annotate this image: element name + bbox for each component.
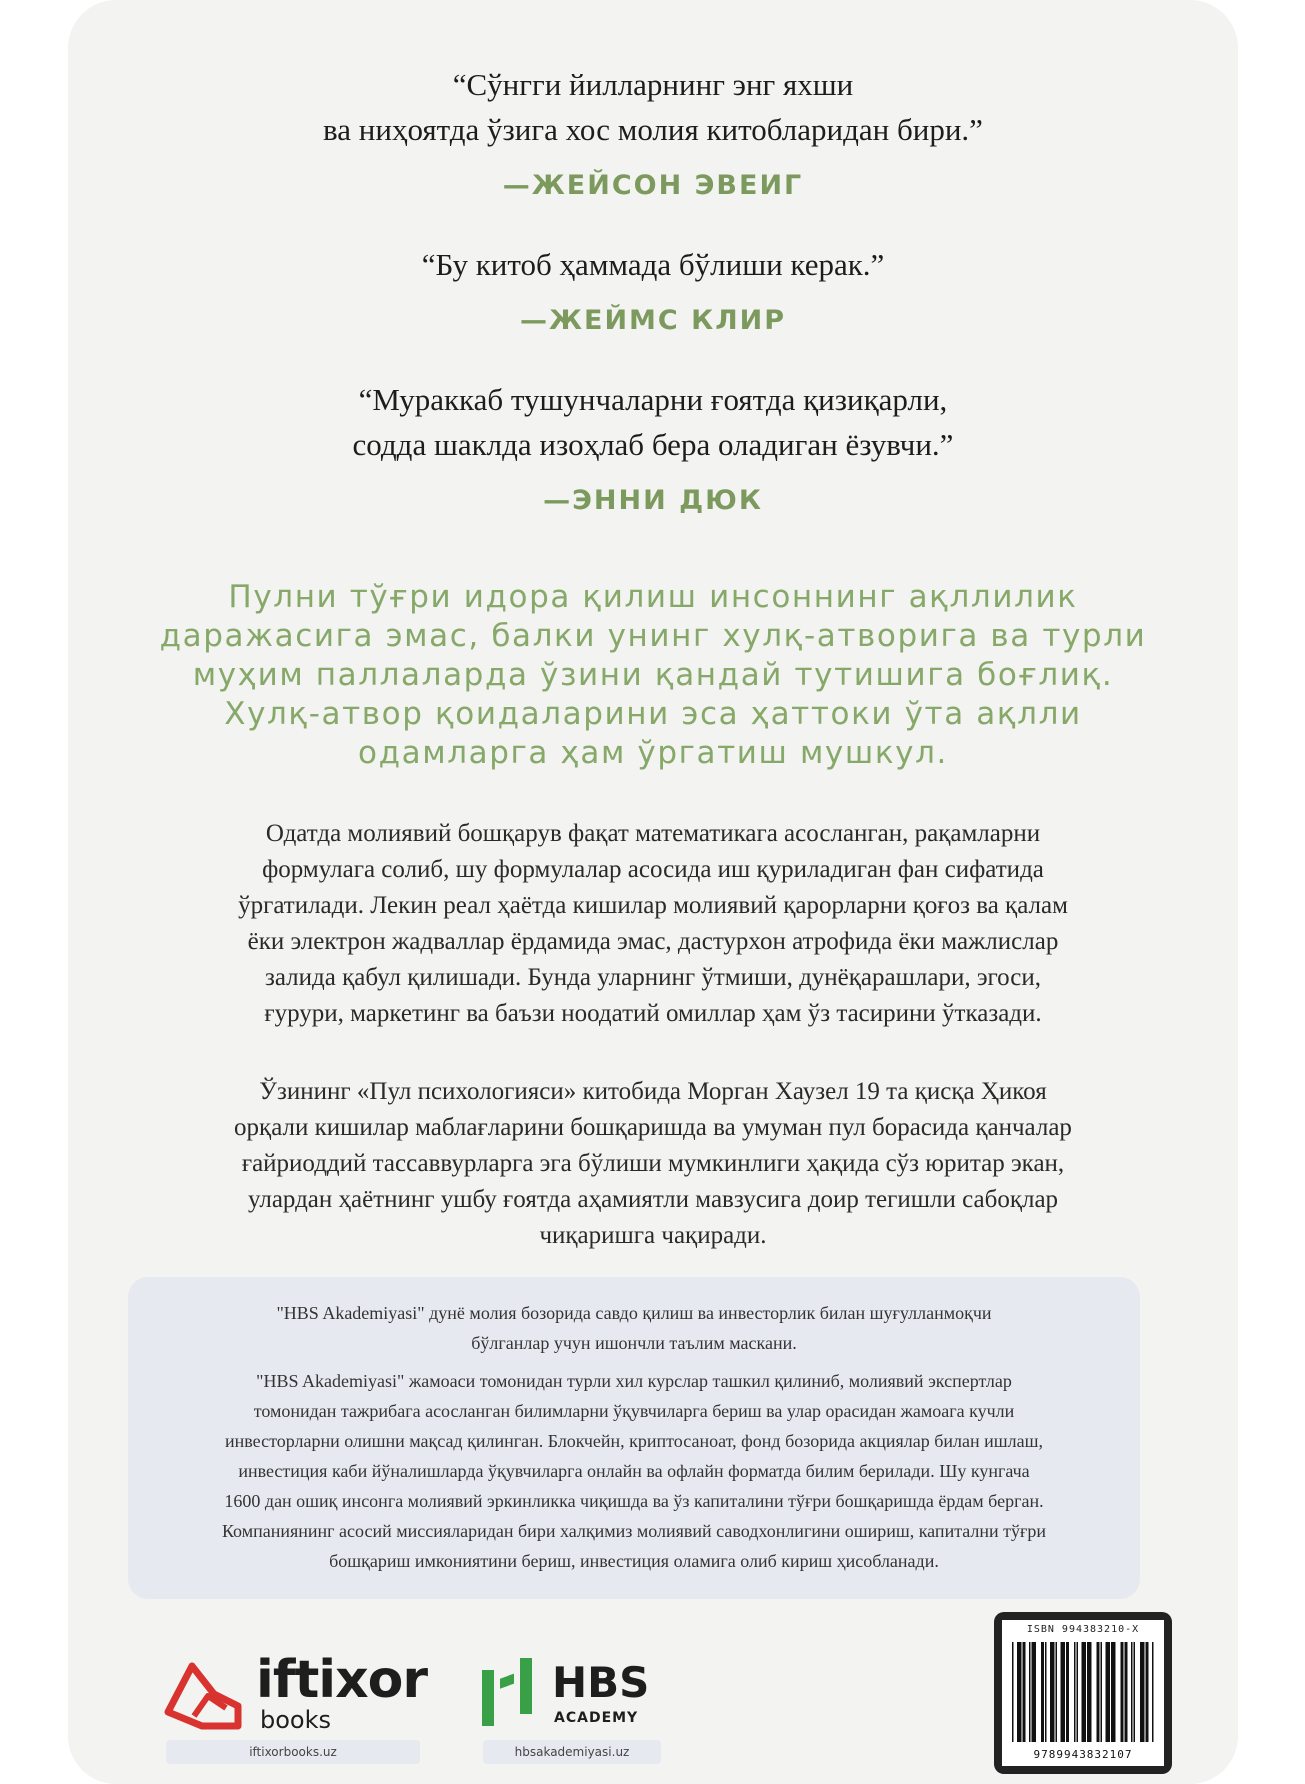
info-line: инвесторларни олишни мақсад қилинган. Блокчейн, криптосаноат, фонд бозорида акциялар билан ишлаш, [225, 1431, 1043, 1451]
tagline-line: даражасига эмас, балки унинг хулқ-атворига ва турли [159, 618, 1147, 654]
info-line: "HBS Akademiyasi" жамоаси томонидан турли хил курслар ташкил қилиниб, молиявий экспертлар [256, 1371, 1012, 1391]
barcode-bar [1077, 1642, 1079, 1742]
barcode-bar [1012, 1642, 1014, 1742]
paragraph-line: ўргатилади. Лекин реал ҳаётда кишилар молиявий қарорларни қоғоз ва қалам [238, 892, 1068, 919]
barcode-bar [1041, 1642, 1044, 1742]
barcode-bar [1125, 1642, 1128, 1742]
hbs-url: hbsakademiyasi.uz [483, 1740, 661, 1764]
hbs-info-paragraph-1 [128, 1298, 1140, 1358]
paragraph-line: формулага солиб, шу формулалар асосида иш қуриладиган фан сифатида [262, 856, 1044, 883]
barcode-bar [1066, 1642, 1069, 1742]
quote-2 [68, 242, 1238, 287]
barcode-digits: 9789943832107 [1033, 1748, 1133, 1761]
barcode-bar [1029, 1642, 1031, 1742]
barcode-bar [1152, 1642, 1154, 1742]
iftixor-sub: books [260, 1706, 332, 1734]
quote-line: “Сўнгги йилларнинг энг яхши [452, 67, 854, 102]
tagline-line: муҳим паллаларда ўзини қандай тутишига боғлиқ. [192, 657, 1114, 693]
hbs-mark-icon [480, 1654, 536, 1730]
paragraph-line: улардан ҳаётнинг ушбу ғоятда аҳамиятли мавзусига доир тегишли сабоқлар [247, 1186, 1059, 1213]
info-line: "HBS Akademiyasi" дунё молия бозорида савдо қилиш ва инвесторлик билан шуғулланмоқчи [276, 1303, 992, 1323]
barcode-bar [1121, 1642, 1124, 1742]
paragraph-line: залида қабул қилишади. Бунда уларнинг ўтмиши, дунёқарашлари, эгоси, [264, 964, 1042, 991]
barcode-bar [1146, 1642, 1149, 1742]
iftixor-books-logo [164, 1650, 428, 1742]
iftixor-name: iftixor [256, 1650, 428, 1710]
paragraph-line: ғурури, маркетинг ва баъзи ноодатий омиллар ҳам ўз тасирини ўтказади. [264, 1000, 1042, 1027]
barcode-bar [1087, 1642, 1092, 1742]
paragraph-line: Ўзининг «Пул психологияси» китобида Морган Хаузел 19 та қисқа Ҳикоя [259, 1078, 1047, 1105]
hbs-info-paragraph-2 [128, 1366, 1140, 1576]
barcode-bar [1131, 1642, 1133, 1742]
tagline-line: Хулқ-атвор қоидаларини эса ҳаттоки ўта ақлли [224, 696, 1082, 732]
paragraph-line: орқали кишилар маблағларини бошқаришда ва умуман пул борасида қанчалар [234, 1114, 1072, 1141]
quote-author: —ЭННИ ДЮК [543, 485, 763, 516]
barcode-bar [1023, 1642, 1026, 1742]
barcode-bar [1061, 1642, 1066, 1742]
barcode-bar [1097, 1642, 1100, 1742]
quote-line: “Мураккаб тушунчаларни ғоятда қизиқарли, [358, 382, 948, 417]
barcode-bar [1134, 1642, 1136, 1742]
barcode-bar [1082, 1642, 1087, 1742]
book-icon [164, 1656, 242, 1732]
quote-1 [68, 62, 1238, 152]
description-paragraph-1 [80, 816, 1226, 1032]
info-line: томонидан тажрибага асосланган билимларни ўқувчиларга бериш ва улар орасидан жамоага кучли [253, 1401, 1015, 1421]
barcode-bar [1140, 1642, 1145, 1742]
description-paragraph-2 [80, 1074, 1226, 1254]
barcode-bar [1074, 1642, 1076, 1742]
barcode-bar [1056, 1642, 1058, 1742]
barcode-bar [1032, 1642, 1037, 1742]
quote-line: “Бу китоб ҳаммада бўлиши керак.” [421, 247, 885, 282]
barcode-bar [1050, 1642, 1055, 1742]
barcode-bars [1008, 1642, 1158, 1742]
paragraph-line: чиқаришга чақиради. [539, 1222, 767, 1249]
info-line: бошқариш имкониятини бериш, инвестиция оламига олиб кириш ҳисобланади. [329, 1551, 939, 1571]
paragraph-line: ғайриоддий тассаввурларга эга бўлиши мумкинлиги ҳақида сўз юритар экан, [241, 1150, 1065, 1177]
tagline [68, 578, 1238, 773]
barcode-bar [1017, 1642, 1022, 1742]
quote-line: ва ниҳоятда ўзига хос молия китобларидан бири.” [323, 112, 983, 147]
barcode-bar [1106, 1642, 1111, 1742]
isbn-label: ISBN 994383210-X [1026, 1624, 1140, 1635]
quote-3 [68, 377, 1238, 467]
hbs-name: HBS [552, 1658, 650, 1707]
iftixor-url: iftixorbooks.uz [166, 1740, 420, 1764]
info-line: Компаниянинг асосий миссияларидан бири халқимиз молиявий саводхонлигини ошириш, капитални тўғри [221, 1521, 1047, 1541]
barcode-bar [1101, 1642, 1103, 1742]
info-line: 1600 дан ошиқ инсонга молиявий эркинликка чиқишда ва ўз капиталини тўғри бошқаришда ёрдам берган. [224, 1491, 1044, 1511]
info-line: инвестиция каби йўналишларда ўқувчиларга онлайн ва офлайн форматда билим берилади. Шу кунгача [238, 1461, 1030, 1481]
barcode-bar [1111, 1642, 1116, 1742]
paragraph-line: ёки электрон жадваллар ёрдамида эмас, дастурхон атрофида ёки мажлислар [247, 928, 1059, 955]
tagline-line: одамларга ҳам ўргатиш мушкул. [358, 735, 948, 771]
hbs-academy-logo [480, 1654, 680, 1734]
hbs-sub: ACADEMY [554, 1710, 639, 1726]
quote-line: содда шаклда изоҳлаб бера оладиган ёзувчи.” [352, 427, 954, 462]
info-line: бўлганлар учун ишончли таълим маскани. [471, 1333, 797, 1353]
paragraph-line: Одатда молиявий бошқарув фақат математикага асосланган, рақамларни [265, 820, 1041, 847]
tagline-line: Пулни тўғри идора қилиш инсоннинг ақллилик [228, 579, 1078, 615]
quote-author: —ЖЕЙМС КЛИР [519, 305, 787, 336]
barcode-bar [1045, 1642, 1047, 1742]
quote-author: —ЖЕЙСОН ЭВЕИГ [502, 170, 804, 201]
